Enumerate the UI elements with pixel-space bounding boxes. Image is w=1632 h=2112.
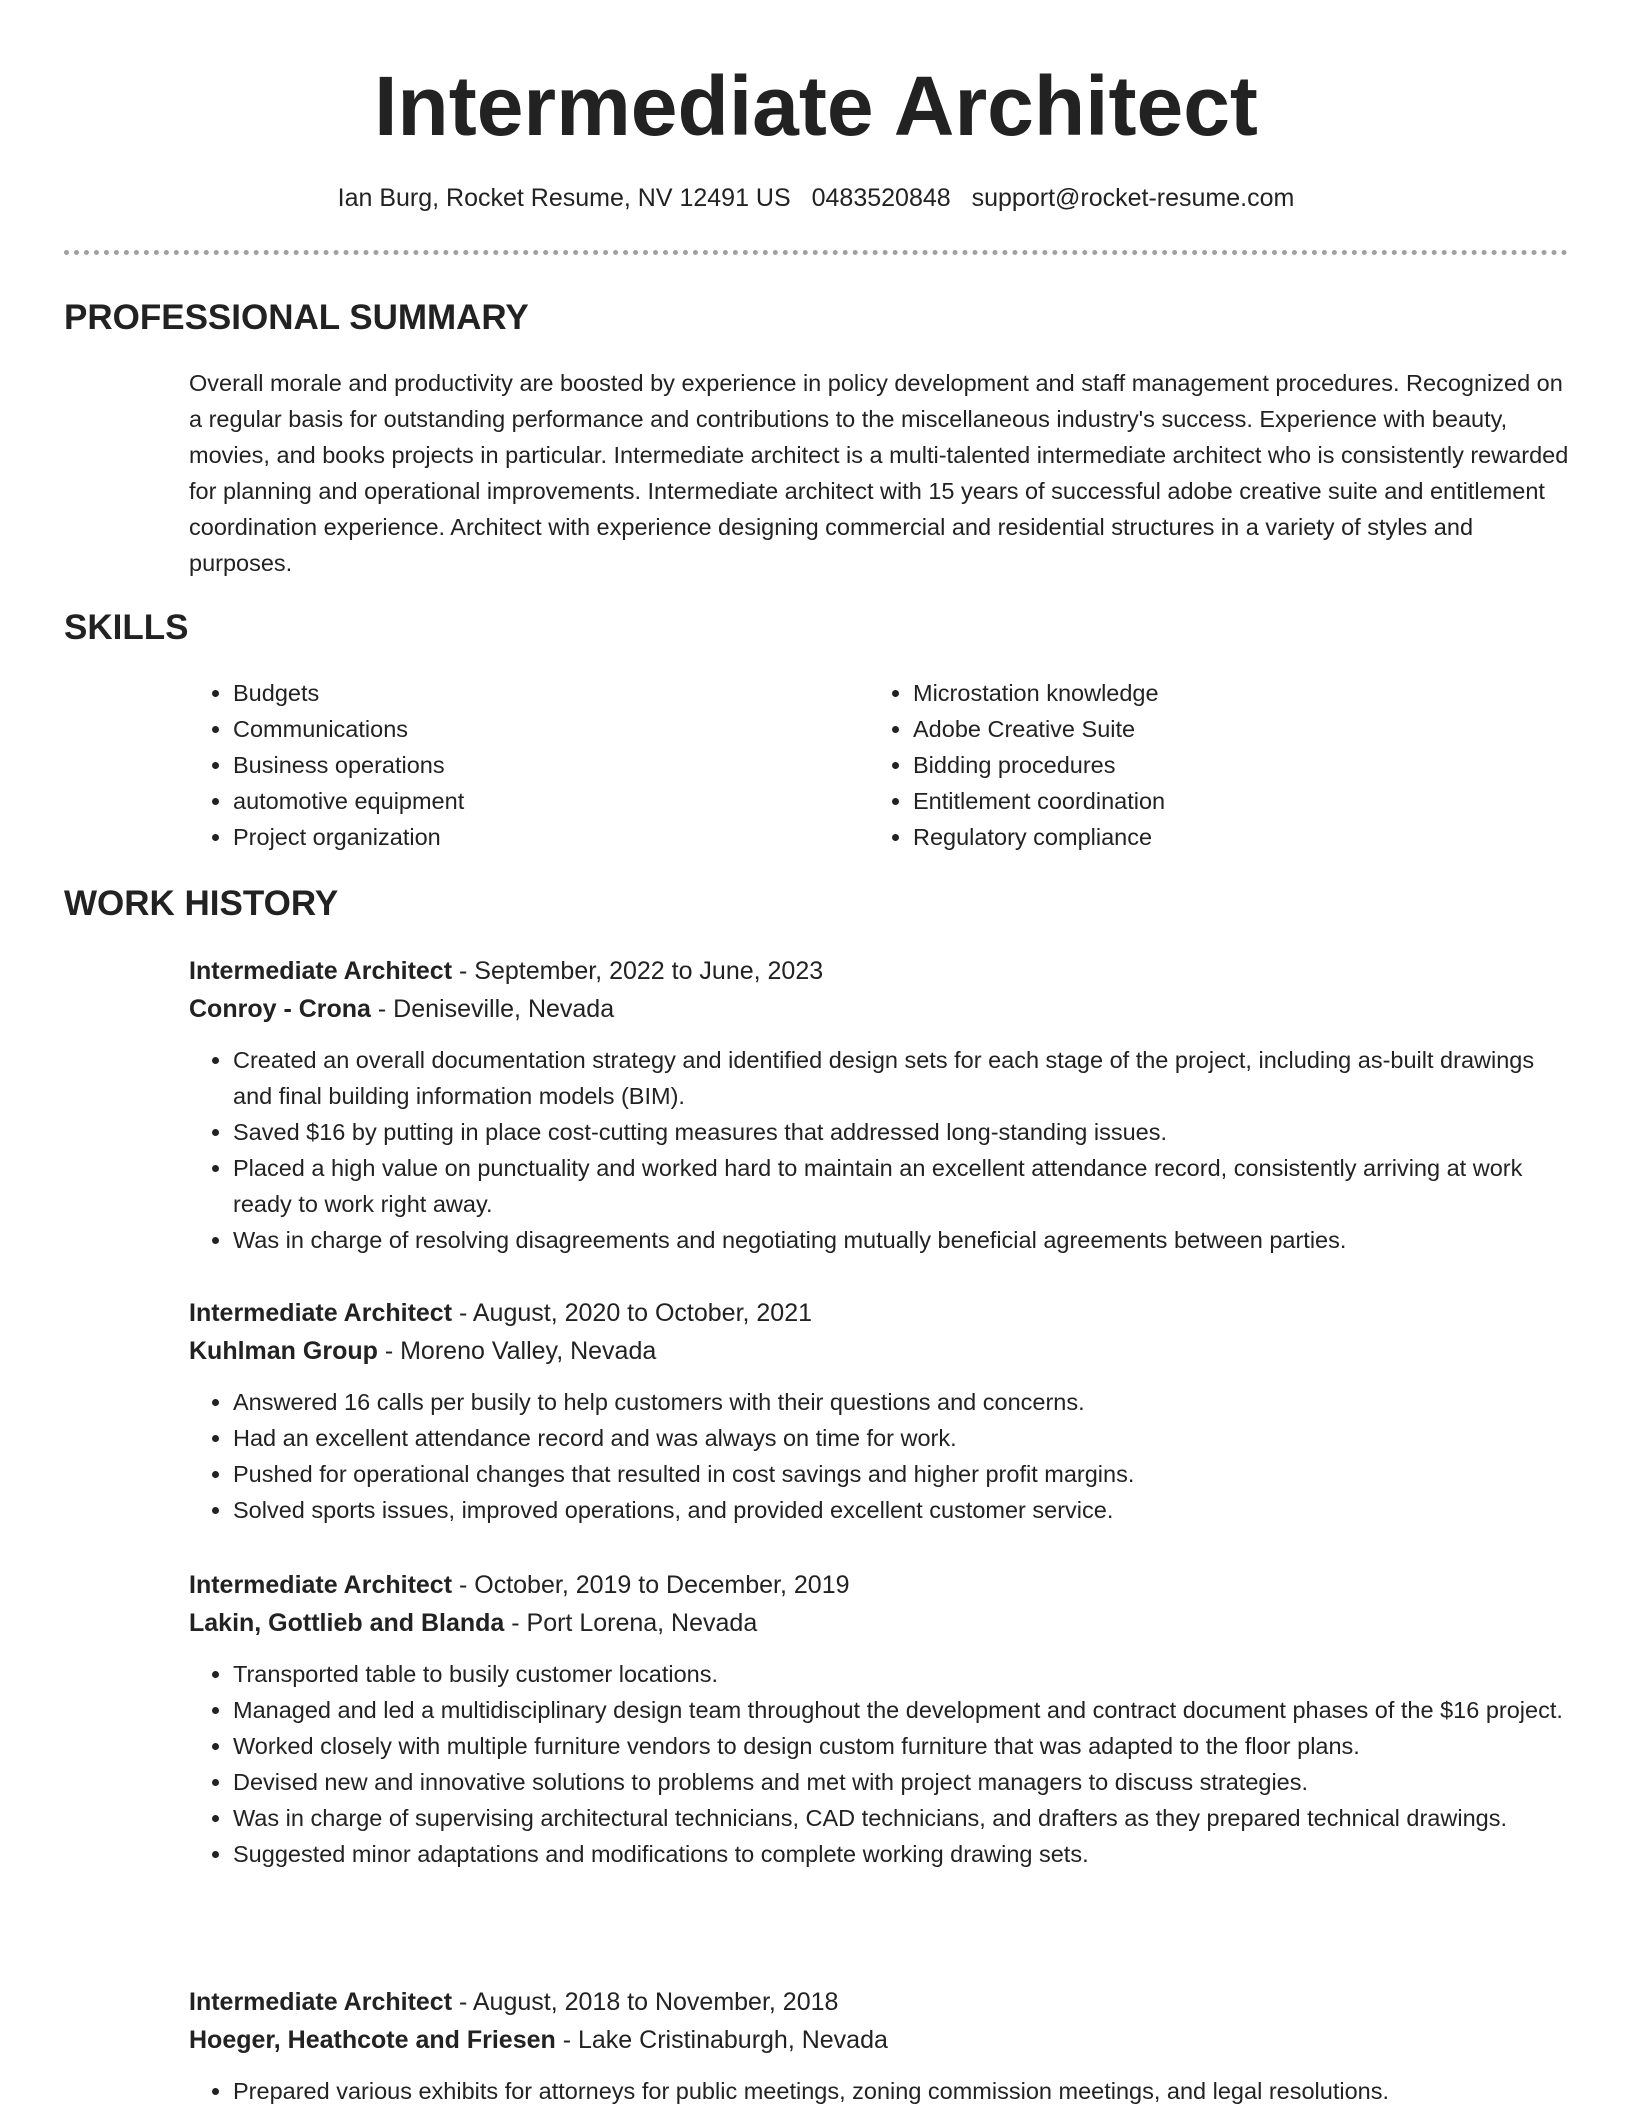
contact-email: support@rocket-resume.com (971, 184, 1295, 212)
job-entry (189, 1294, 1569, 1528)
job-dates: - September, 2022 to June, 2023 (452, 957, 824, 985)
job-title-line (189, 1566, 1569, 1604)
header-divider (64, 250, 1568, 255)
job-bullet: • Had an excellent attendance record and was always on time for work. (233, 1420, 1569, 1456)
job-bullet: • Devised new and innovative solutions to problems and met with project managers to discuss strategies. (233, 1764, 1569, 1800)
skill-item: • Adobe Creative Suite (913, 711, 1165, 747)
job-bullets (189, 2073, 1569, 2109)
skill-item: • Regulatory compliance (913, 819, 1165, 855)
contact-line (0, 182, 1632, 214)
job-entry (189, 952, 1569, 1258)
job-role: Intermediate Architect (189, 1988, 453, 2016)
resume-name: Intermediate Architect (374, 59, 1258, 153)
contact-address: Ian Burg, Rocket Resume, NV 12491 US (337, 184, 791, 212)
job-bullet: • Suggested minor adaptations and modifications to complete working drawing sets. (233, 1836, 1569, 1872)
skill-item: • Entitlement coordination (913, 783, 1165, 819)
job-company-line (189, 990, 1569, 1028)
job-role: Intermediate Architect (189, 957, 453, 985)
job-bullets (189, 1384, 1569, 1528)
skills-list-left (189, 675, 464, 855)
job-company-line (189, 1604, 1569, 1642)
job-bullet: • Pushed for operational changes that resulted in cost savings and higher profit margins. (233, 1456, 1569, 1492)
skill-item: • Budgets (233, 675, 464, 711)
job-role: Intermediate Architect (189, 1571, 453, 1599)
job-bullet: • Created an overall documentation strategy and identified design sets for each stage of the project, including as-built drawings and final building information models (BIM). (233, 1042, 1569, 1114)
job-entry (189, 1566, 1569, 1872)
job-location: - Moreno Valley, Nevada (377, 1337, 657, 1365)
job-dates: - August, 2018 to November, 2018 (452, 1988, 839, 2016)
job-bullets (189, 1042, 1569, 1258)
job-role: Intermediate Architect (189, 1299, 453, 1327)
job-company-line (189, 1332, 1569, 1370)
contact-phone: 0483520848 (811, 184, 951, 212)
job-company: Conroy - Crona (189, 995, 371, 1023)
skill-item: • automotive equipment (233, 783, 464, 819)
job-location: - Deniseville, Nevada (370, 995, 615, 1023)
job-bullets (189, 1656, 1569, 1872)
job-company-line (189, 2021, 1569, 2059)
skill-item: • Bidding procedures (913, 747, 1165, 783)
job-company: Hoeger, Heathcote and Friesen (189, 2026, 556, 2054)
job-bullet: • Solved sports issues, improved operations, and provided excellent customer service. (233, 1492, 1569, 1528)
job-bullet: • Was in charge of supervising architectural technicians, CAD technicians, and drafters as they prepared technical drawings. (233, 1800, 1569, 1836)
job-bullet: • Transported table to busily customer locations. (233, 1656, 1569, 1692)
job-company: Lakin, Gottlieb and Blanda (189, 1609, 505, 1637)
job-title-line (189, 952, 1569, 990)
job-bullet: • Managed and led a multidisciplinary design team throughout the development and contract document phases of the $16 project. (233, 1692, 1569, 1728)
skill-item: • Communications (233, 711, 464, 747)
job-location: - Lake Cristinaburgh, Nevada (555, 2026, 888, 2054)
skills-heading: SKILLS (64, 608, 189, 647)
job-title-line (189, 1294, 1569, 1332)
job-bullet: • Worked closely with multiple furniture vendors to design custom furniture that was adapted to the floor plans. (233, 1728, 1569, 1764)
skills-list-right (869, 675, 1165, 855)
skill-item: • Project organization (233, 819, 464, 855)
job-bullet: • Prepared various exhibits for attorneys for public meetings, zoning commission meetings, and legal resolutions. (233, 2073, 1569, 2109)
job-bullet: • Saved $16 by putting in place cost-cutting measures that addressed long-standing issues. (233, 1114, 1569, 1150)
skill-item: • Business operations (233, 747, 464, 783)
job-bullet: • Was in charge of resolving disagreements and negotiating mutually beneficial agreements between parties. (233, 1222, 1569, 1258)
job-dates: - October, 2019 to December, 2019 (452, 1571, 850, 1599)
skill-item: • Microstation knowledge (913, 675, 1165, 711)
summary-text: Overall morale and productivity are boosted by experience in policy development and staff management procedures. Recognized on a regular basis for outstanding performance and contributions to the miscellaneous industry's success. Experience with beauty, movies, and books projects in particular. Intermediate architect is a multi-talented intermediate architect who is consistently rewarded for planning and operational improvements. Intermediate architect with 15 years of successful adobe creative suite and entitlement coordination experience. Architect with experience designing commercial and residential structures in a variety of styles and purposes. (189, 370, 1569, 576)
job-entry (189, 1983, 1569, 2109)
summary-heading: PROFESSIONAL SUMMARY (64, 298, 529, 337)
job-dates: - August, 2020 to October, 2021 (452, 1299, 813, 1327)
job-bullet: • Placed a high value on punctuality and worked hard to maintain an excellent attendance record, consistently arriving at work ready to work right away. (233, 1150, 1569, 1222)
work-history-heading: WORK HISTORY (64, 884, 339, 923)
job-title-line (189, 1983, 1569, 2021)
job-location: - Port Lorena, Nevada (504, 1609, 758, 1637)
job-bullet: • Answered 16 calls per busily to help customers with their questions and concerns. (233, 1384, 1569, 1420)
job-company: Kuhlman Group (189, 1337, 378, 1365)
